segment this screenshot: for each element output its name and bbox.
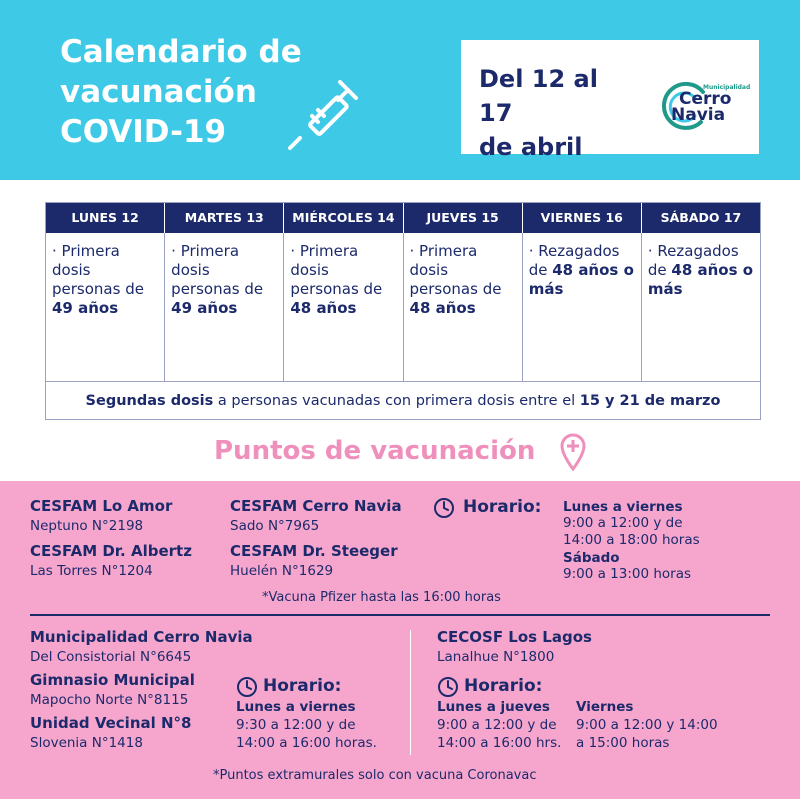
day-cell [165, 233, 284, 381]
horario-saturday-label: Sábado [563, 550, 620, 566]
logo-line1: Cerro [679, 89, 732, 109]
day-header: JUEVES 15 [404, 203, 523, 233]
day-header: LUNES 12 [46, 203, 165, 233]
day-cell [404, 233, 523, 381]
day-cell [46, 233, 165, 381]
cell-age: 48 años o más [647, 261, 754, 298]
header-banner [0, 0, 800, 180]
horario-weekday-line: 14:00 a 18:00 horas [563, 532, 700, 548]
date-line: Del 12 al 17 [479, 65, 598, 127]
cell-text: · Rezagados de [647, 242, 739, 279]
date-range [479, 62, 639, 164]
cell-age: 48 años [290, 299, 357, 317]
clock-icon [236, 676, 258, 698]
cell-age: 49 años [52, 299, 119, 317]
puntos-title: Puntos de vacunación [214, 436, 536, 466]
horario-fri-line: a 15:00 horas [576, 735, 670, 751]
column-divider [410, 630, 411, 755]
cell-text: · Primera dosis personas de [52, 242, 144, 298]
location-name: CESFAM Lo Amor [30, 497, 173, 515]
clock-icon [437, 676, 459, 698]
day-header: MIÉRCOLES 14 [284, 203, 403, 233]
table-header [46, 203, 760, 233]
horario-weekday-line: 9:00 a 12:00 y de [563, 515, 683, 531]
syringe-icon [282, 72, 366, 156]
location-name: CESFAM Cerro Navia [230, 497, 402, 515]
location-address: Neptuno N°2198 [30, 518, 144, 534]
location-address: Mapocho Norte N°8115 [30, 692, 189, 708]
horario-saturday-hours: 9:00 a 13:00 horas [563, 566, 692, 582]
horario-label: Horario: [263, 676, 342, 696]
horario-weekday-label: Lunes a viernes [236, 699, 356, 715]
clock-icon [433, 497, 455, 519]
cell-text: · Primera dosis personas de [171, 242, 264, 298]
day-header: SÁBADO 17 [660, 210, 742, 225]
municipality-logo [655, 78, 755, 138]
horario-mt-line: 14:00 a 16:00 hrs. [437, 735, 562, 751]
day-cell [642, 233, 760, 381]
day-header: VIERNES 16 [523, 203, 642, 233]
location-address: Sado N°7965 [230, 518, 320, 534]
location-name: Unidad Vecinal N°8 [30, 714, 192, 732]
location-address: Slovenia N°1418 [30, 735, 143, 751]
cell-text: · Primera dosis personas de [290, 242, 383, 298]
section-divider [30, 614, 770, 616]
second-dose-dates: 15 y 21 de marzo [579, 393, 721, 409]
coronavac-note: *Puntos extramurales solo con vacuna Coronavac [213, 768, 537, 783]
horario-mt-label: Lunes a jueves [437, 699, 550, 715]
logo-small-text: Municipalidad [703, 84, 751, 91]
second-dose-text: a personas vacunadas con primera dosis entre el [213, 393, 580, 409]
location-address: Lanalhue N°1800 [437, 649, 555, 665]
date-line: de abril [479, 133, 583, 161]
second-dose-bold: Segundas dosis [85, 393, 214, 409]
title-line: COVID-19 [60, 114, 227, 150]
day-cell [284, 233, 403, 381]
location-name: CESFAM Dr. Albertz [30, 542, 192, 560]
logo-line2: Navia [671, 105, 726, 125]
location-name: Gimnasio Municipal [30, 671, 195, 689]
cell-text: · Primera dosis personas de [409, 242, 502, 298]
horario-fri-line: 9:00 a 12:00 y 14:00 [576, 717, 718, 733]
location-address: Huelén N°1629 [230, 563, 334, 579]
cell-age: 49 años [171, 299, 238, 317]
horario-weekday-line: 14:00 a 16:00 horas. [236, 735, 377, 751]
location-address: Las Torres N°1204 [30, 563, 153, 579]
horario-weekday-line: 9:30 a 12:00 y de [236, 717, 356, 733]
cell-age: 48 años o más [528, 261, 634, 298]
horario-weekday-label: Lunes a viernes [563, 499, 683, 515]
cell-text: · Rezagados de [528, 242, 620, 279]
horario-mt-line: 9:00 a 12:00 y de [437, 717, 557, 733]
location-name: CESFAM Dr. Steeger [230, 542, 398, 560]
day-header: MARTES 13 [165, 203, 284, 233]
location-name: CECOSF Los Lagos [437, 628, 592, 646]
horario-fri-label: Viernes [576, 699, 634, 715]
location-address: Del Consistorial N°6645 [30, 649, 192, 665]
location-name: Municipalidad Cerro Navia [30, 628, 253, 646]
pfizer-note: *Vacuna Pfizer hasta las 16:00 horas [262, 590, 501, 605]
date-range-box [461, 40, 759, 161]
schedule-table [45, 202, 761, 420]
day-cell [523, 233, 642, 381]
title-line: Calendario de [60, 34, 302, 70]
title-line: vacunación [60, 74, 257, 110]
cell-age: 48 años [409, 299, 476, 317]
table-body [46, 233, 760, 381]
location-pin-icon [560, 433, 586, 471]
horario-label: Horario: [464, 676, 543, 696]
second-dose-note [46, 381, 760, 419]
horario-label: Horario: [463, 497, 542, 517]
